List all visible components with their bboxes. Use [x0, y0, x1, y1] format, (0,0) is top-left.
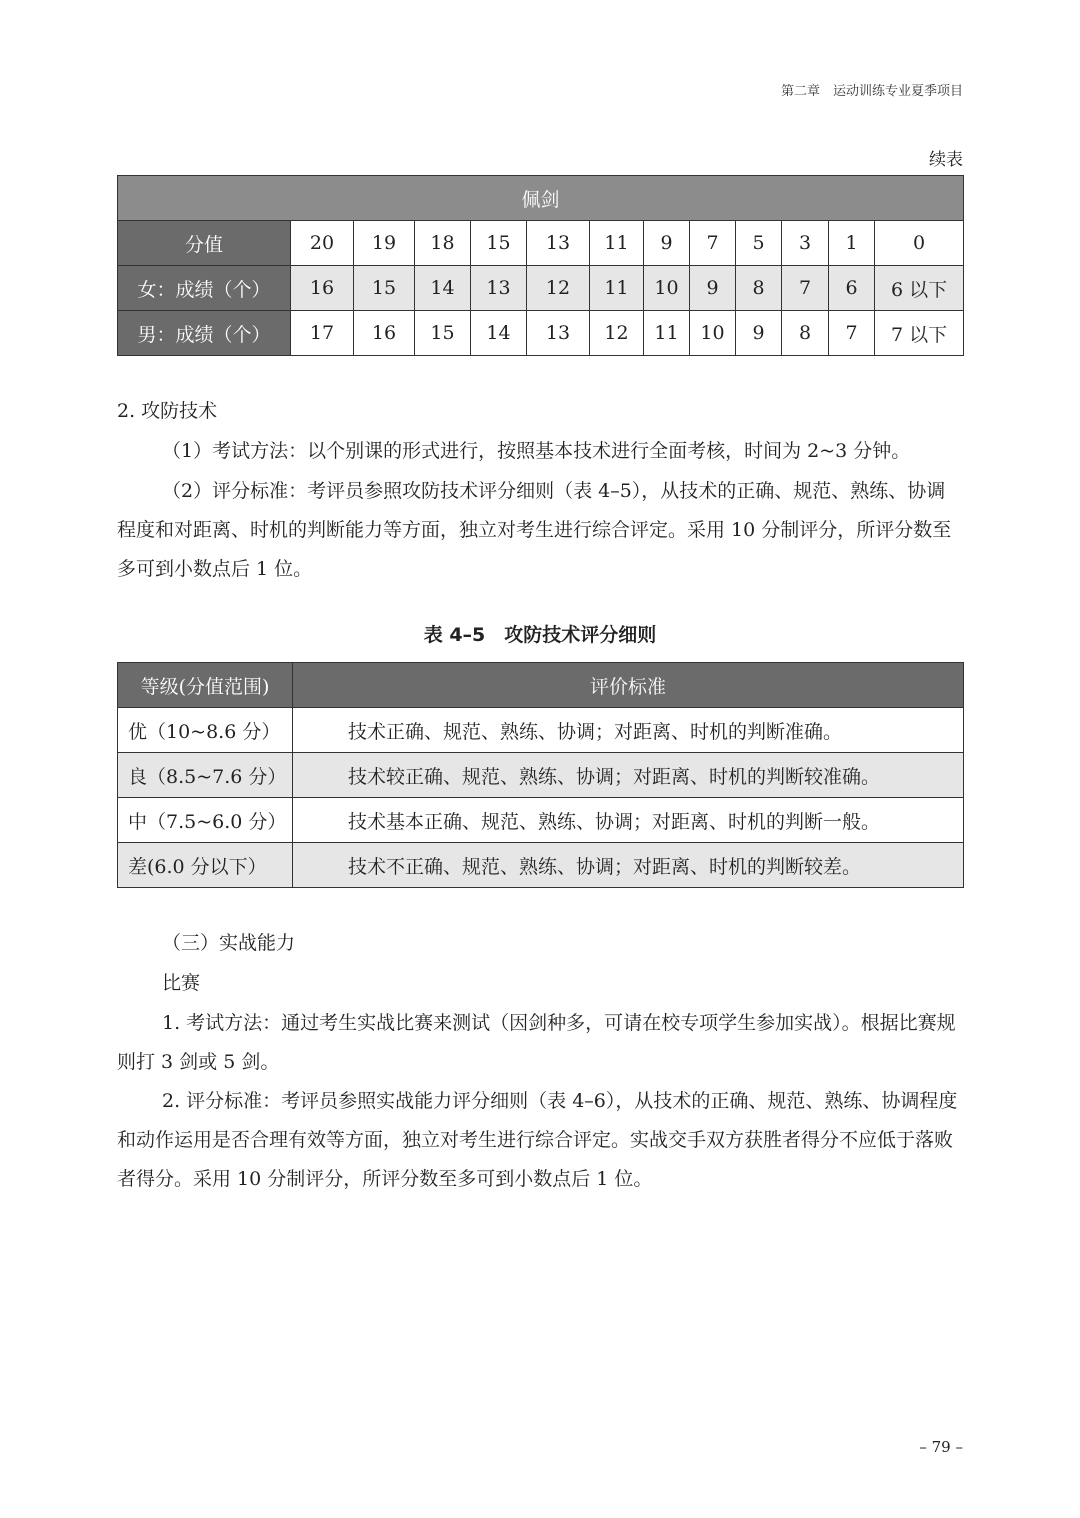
paragraph-combat-standard: 2. 评分标准：考评员参照实战能力评分细则（表 4–6），从技术的正确、规范、熟练、协调程度和动作运用是否合理有效等方面，独立对考生进行综合评定。实战交手双方获胜者得分不应低于落败者得分。采用 10 分制评分，所评分数至多可到小数点后 1 位。	[117, 1090, 958, 1190]
chapter-header: 第二章 运动训练专业夏季项目	[780, 84, 963, 99]
score-cell: 18	[415, 221, 471, 266]
paragraph-combat-method: 1. 考试方法：通过考生实战比赛来测试（因剑种多，可请在校专项学生参加实战）。根据比赛规则打 3 剑或 5 剑。	[117, 1012, 956, 1073]
score-cell: 9	[644, 221, 690, 266]
grade-level-header: 等级(分值范围)	[118, 663, 293, 708]
table-row	[118, 753, 964, 798]
female-result-cell: 9	[690, 266, 736, 311]
female-result-cell: 6	[829, 266, 875, 311]
table-row	[118, 843, 964, 888]
sabre-score-table	[117, 175, 964, 356]
male-result-cell: 13	[527, 311, 590, 356]
grade-criteria: 技术较正确、规范、熟练、协调；对距离、时机的判断较准确。	[293, 753, 964, 798]
male-result-cell: 9	[736, 311, 782, 356]
score-cell: 0	[875, 221, 964, 266]
grade-criteria: 技术不正确、规范、熟练、协调；对距离、时机的判断较差。	[293, 843, 964, 888]
section-heading-attack-defense: 2. 攻防技术	[117, 400, 218, 422]
grade-criteria-table	[117, 662, 964, 888]
table-caption: 佩剑	[118, 176, 964, 221]
female-result-cell: 16	[291, 266, 354, 311]
female-result-cell: 13	[471, 266, 527, 311]
page-number: – 79 –	[919, 1438, 963, 1456]
score-cell: 11	[590, 221, 644, 266]
grade-level: 差(6.0 分以下）	[118, 843, 293, 888]
score-cell: 7	[690, 221, 736, 266]
female-row-label: 女：成绩（个）	[118, 266, 291, 311]
grade-level: 良（8.5~7.6 分）	[118, 753, 293, 798]
continued-table-label: 续表	[929, 150, 963, 170]
female-result-cell: 8	[736, 266, 782, 311]
male-result-cell: 17	[291, 311, 354, 356]
score-cell: 13	[527, 221, 590, 266]
male-row-label: 男：成绩（个）	[118, 311, 291, 356]
score-cell: 20	[291, 221, 354, 266]
male-result-cell: 8	[782, 311, 829, 356]
score-cell: 3	[782, 221, 829, 266]
grade-level: 优（10~8.6 分）	[118, 708, 293, 753]
male-result-cell: 15	[415, 311, 471, 356]
grade-criteria: 技术基本正确、规范、熟练、协调；对距离、时机的判断一般。	[293, 798, 964, 843]
score-cell: 19	[354, 221, 415, 266]
grade-criteria-header: 评价标准	[293, 663, 964, 708]
female-result-cell: 7	[782, 266, 829, 311]
male-result-cell: 10	[690, 311, 736, 356]
paragraph-standard: （2）评分标准：考评员参照攻防技术评分细则（表 4–5），从技术的正确、规范、熟练、协调程度和对距离、时机的判断能力等方面，独立对考生进行综合评定。采用 10 分制评分，所评分数至多可到小数点后 1 位。	[117, 480, 952, 580]
male-result-cell: 7 以下	[875, 311, 964, 356]
male-result-cell: 11	[644, 311, 690, 356]
female-result-cell: 15	[354, 266, 415, 311]
score-cell: 5	[736, 221, 782, 266]
male-result-cell: 14	[471, 311, 527, 356]
male-result-cell: 16	[354, 311, 415, 356]
table-row	[118, 708, 964, 753]
score-cell: 1	[829, 221, 875, 266]
grade-table-title: 表 4–5 攻防技术评分细则	[423, 624, 657, 646]
female-result-cell: 11	[590, 266, 644, 311]
male-result-cell: 12	[590, 311, 644, 356]
subheading-match: 比赛	[162, 972, 201, 994]
grade-level: 中（7.5~6.0 分）	[118, 798, 293, 843]
female-result-cell: 14	[415, 266, 471, 311]
score-row-label: 分值	[118, 221, 291, 266]
female-result-cell: 6 以下	[875, 266, 964, 311]
table-row	[118, 798, 964, 843]
score-cell: 15	[471, 221, 527, 266]
grade-criteria: 技术正确、规范、熟练、协调；对距离、时机的判断准确。	[293, 708, 964, 753]
female-result-cell: 10	[644, 266, 690, 311]
female-result-cell: 12	[527, 266, 590, 311]
paragraph-method: （1）考试方法：以个别课的形式进行，按照基本技术进行全面考核，时间为 2~3 分钟。	[162, 440, 911, 462]
male-result-cell: 7	[829, 311, 875, 356]
section-heading-combat: （三）实战能力	[162, 932, 296, 954]
